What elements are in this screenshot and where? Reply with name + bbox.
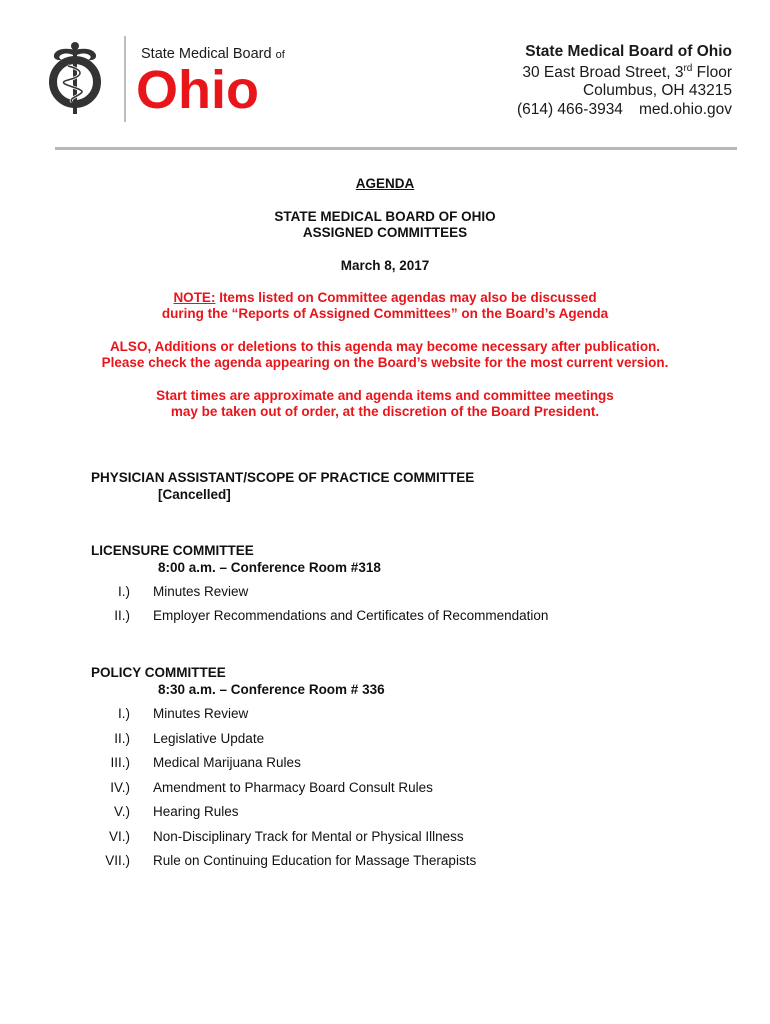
agenda-date: March 8, 2017 — [340, 258, 430, 273]
start-times-line2: may be taken out of order, at the discretion of the Board President. — [170, 404, 600, 419]
agenda-org: STATE MEDICAL BOARD OF OHIO — [274, 209, 496, 224]
logo-divider — [124, 36, 126, 122]
contact-phone-line — [517, 101, 732, 119]
list-item-number: VII.) — [105, 853, 130, 868]
committee-detail-licensure: 8:00 a.m. – Conference Room #318 — [158, 560, 381, 575]
contact-org-name: State Medical Board of Ohio — [525, 43, 732, 60]
note-text1: Items listed on Committee agendas may also be discussed — [215, 290, 597, 305]
contact-phone: (614) 466-3934 — [516, 101, 623, 118]
committee-detail-pa-scope: [Cancelled] — [158, 487, 231, 502]
logo-tagline — [141, 46, 285, 62]
contact-website-link[interactable]: med.ohio.gov — [638, 101, 732, 118]
list-item-number: IV.) — [110, 780, 130, 795]
list-item-number: III.) — [110, 755, 130, 770]
address-floor: Floor — [692, 64, 732, 82]
list-item-text: Rule on Continuing Education for Massage Therapists — [153, 853, 477, 868]
list-item-number: II.) — [114, 608, 130, 623]
contact-address-line2: Columbus, OH 43215 — [582, 82, 732, 99]
list-item-text: Amendment to Pharmacy Board Consult Rules — [153, 780, 433, 795]
address-street: 30 East Broad Street, 3 — [522, 64, 684, 82]
ohio-wordmark-text: Ohio — [136, 62, 259, 114]
start-times-line1: Start times are approximate and agenda items and committee meetings — [156, 388, 614, 403]
list-item-text: Medical Marijuana Rules — [153, 755, 301, 770]
caduceus-icon — [44, 40, 106, 120]
list-item-text: Minutes Review — [153, 584, 249, 599]
header-rule — [55, 147, 737, 150]
list-item-text: Minutes Review — [153, 706, 249, 721]
list-item-number: I.) — [118, 706, 130, 721]
ohio-wordmark-logo — [136, 62, 286, 114]
list-item-number: I.) — [118, 584, 130, 599]
list-item-text: Hearing Rules — [153, 804, 239, 819]
list-item-number: VI.) — [108, 829, 130, 844]
note-line2: during the “Reports of Assigned Committees” on the Board’s Agenda — [161, 306, 609, 321]
agenda-subtitle: ASSIGNED COMMITTEES — [302, 225, 468, 240]
note-line1 — [0, 290, 770, 305]
list-item-number: V.) — [113, 804, 130, 819]
address-floor-sup: rd — [683, 63, 693, 74]
list-item-text: Legislative Update — [153, 731, 265, 746]
also-line2: Please check the agenda appearing on the Board’s website for the most current version. — [101, 355, 669, 370]
note-label: NOTE: — [173, 290, 216, 305]
contact-address-line1 — [522, 63, 732, 82]
logo-tagline-of: of — [275, 49, 285, 61]
logo-tagline-text: State Medical Board — [141, 46, 272, 62]
committee-name-policy: POLICY COMMITTEE — [91, 665, 226, 680]
list-item-text: Employer Recommendations and Certificates of Recommendation — [153, 608, 549, 623]
also-line1: ALSO, Additions or deletions to this agenda may become necessary after publication. — [109, 339, 661, 354]
committee-name-licensure: LICENSURE COMMITTEE — [91, 543, 254, 558]
agenda-heading: AGENDA — [355, 176, 415, 191]
list-item-number: II.) — [114, 731, 130, 746]
committee-name-pa-scope: PHYSICIAN ASSISTANT/SCOPE OF PRACTICE COMMITTEE — [91, 470, 475, 485]
list-item-text: Non-Disciplinary Track for Mental or Physical Illness — [153, 829, 464, 844]
committee-detail-policy: 8:30 a.m. – Conference Room # 336 — [158, 682, 385, 697]
